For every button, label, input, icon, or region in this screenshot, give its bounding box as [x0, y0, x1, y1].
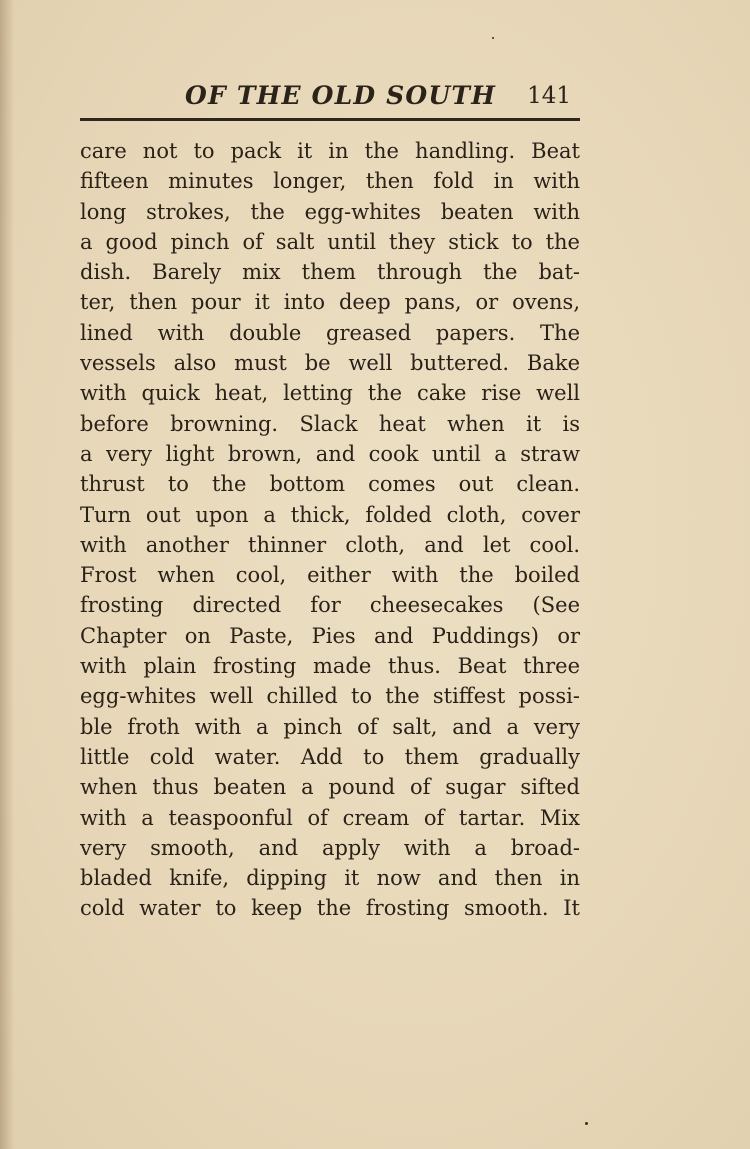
text-line: care not to pack it in the handling. Beat	[80, 139, 580, 163]
text-line: little cold water. Add to them gradually	[80, 744, 580, 769]
text-line: vessels also must be well buttered. Bake	[80, 351, 580, 376]
paper-speck	[492, 37, 494, 39]
header-rule	[80, 118, 580, 121]
text-line: with another thinner cloth, and let cool.	[80, 532, 580, 557]
text-line: ter, then pour it into deep pans, or ovens,	[80, 290, 580, 315]
text-line: Frost when cool, either with the boiled	[80, 563, 580, 588]
text-line: cold water to keep the frosting smooth. It	[80, 896, 580, 921]
text-line: egg-whites well chilled to the stiffest possi-	[80, 684, 580, 709]
text-line: a very light brown, and cook until a straw	[80, 441, 580, 466]
text-line: with a teaspoonful of cream of tartar. Mix	[80, 805, 580, 830]
running-head	[80, 78, 575, 114]
text-line: frosting directed for cheesecakes (See	[80, 593, 580, 618]
text-line: Chapter on Paste, Pies and Puddings) or	[80, 623, 580, 648]
text-line: lined with double greased papers. The	[80, 320, 580, 345]
text-line: ble froth with a pinch of salt, and a very	[80, 714, 580, 739]
body-text	[80, 136, 580, 924]
text-line: very smooth, and apply with a broad-	[80, 835, 580, 860]
text-line: bladed knife, dipping it now and then in	[80, 866, 580, 891]
text-line: dish. Barely mix them through the bat-	[80, 260, 580, 285]
text-line: Turn out upon a thick, folded cloth, cover	[80, 502, 580, 527]
text-line: long strokes, the egg-whites beaten with	[80, 199, 580, 224]
text-line: a good pinch of salt until they stick to the	[80, 229, 580, 254]
spine-shadow	[0, 0, 14, 1149]
text-line: before browning. Slack heat when it is	[80, 411, 580, 436]
paper-speck	[585, 1122, 588, 1125]
text-line: fifteen minutes longer, then fold in with	[80, 169, 580, 194]
text-line: with plain frosting made thus. Beat three	[80, 654, 580, 679]
running-title: OF THE OLD SOUTH	[185, 81, 497, 110]
text-line: thrust to the bottom comes out clean.	[80, 472, 580, 497]
page-number: 141	[527, 83, 571, 109]
text-line: when thus beaten a pound of sugar sifted	[80, 775, 580, 800]
text-line: with quick heat, letting the cake rise well	[80, 381, 580, 406]
